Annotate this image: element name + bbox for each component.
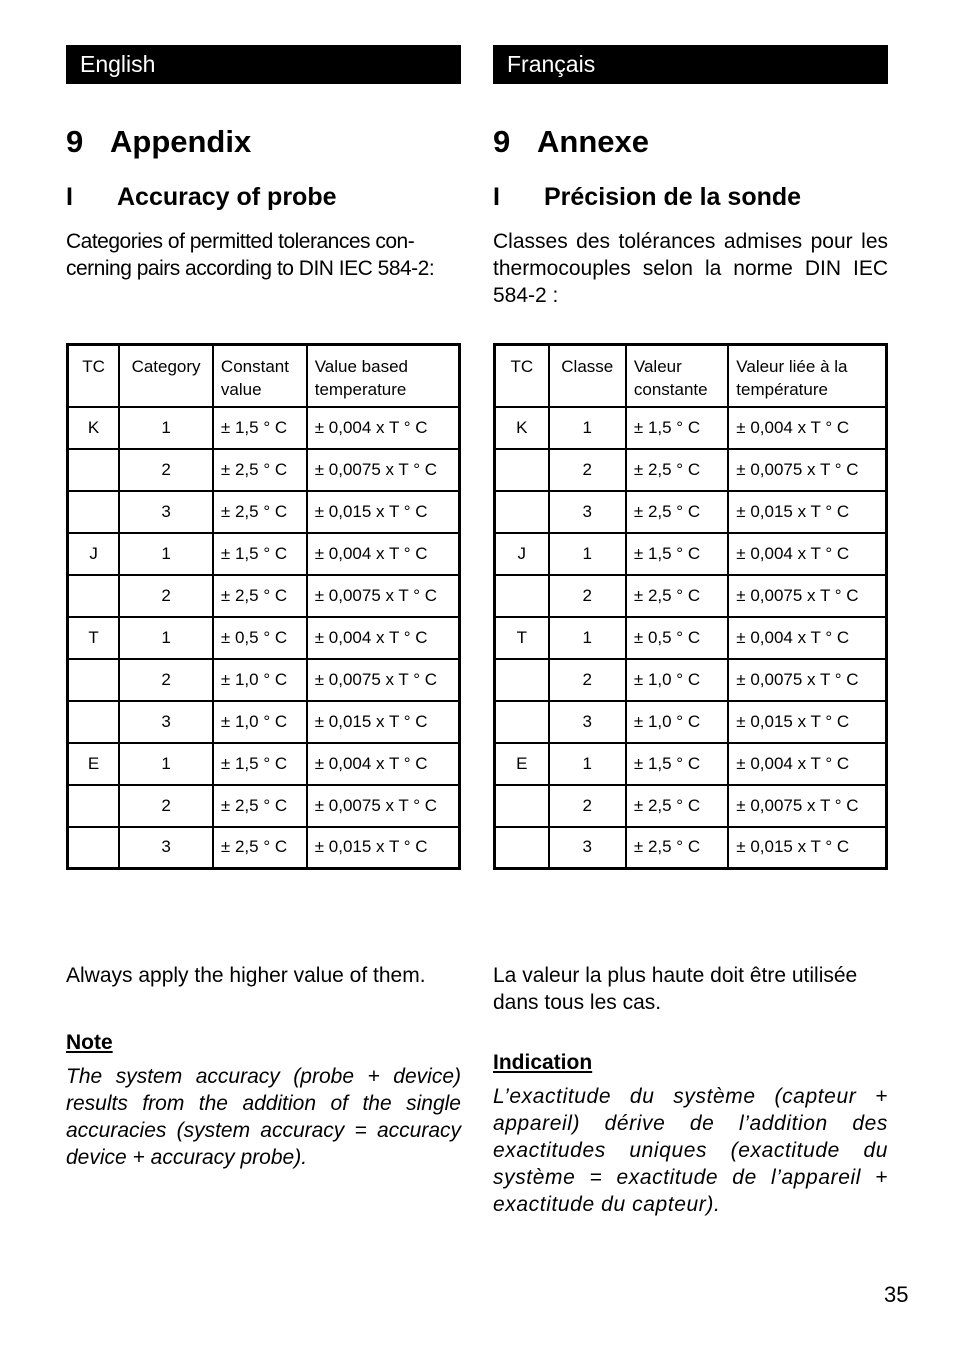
cell-value-based-temperature: ± 0,015 x T ° C (728, 827, 886, 869)
table-row (68, 743, 460, 785)
section-title: Accuracy of probe (117, 183, 337, 211)
cell-tc (68, 827, 120, 869)
cell-value-based-temperature: ± 0,004 x T ° C (728, 533, 886, 575)
chapter-number: 9 (66, 124, 84, 159)
table-row (68, 659, 460, 701)
cell-tc (495, 659, 549, 701)
cell-tc (495, 449, 549, 491)
cell-category: 2 (549, 659, 626, 701)
table-row (68, 491, 460, 533)
cell-category: 2 (119, 449, 213, 491)
cell-tc: J (68, 533, 120, 575)
cell-constant-value: ± 2,5 ° C (626, 785, 728, 827)
cell-value-based-temperature: ± 0,015 x T ° C (728, 491, 886, 533)
cell-value-based-temperature: ± 0,004 x T ° C (307, 533, 460, 575)
cell-tc (68, 491, 120, 533)
cell-tc: T (495, 617, 549, 659)
cell-constant-value: ± 1,5 ° C (626, 743, 728, 785)
cell-category: 2 (549, 449, 626, 491)
cell-category: 3 (119, 491, 213, 533)
cell-constant-value: ± 2,5 ° C (626, 575, 728, 617)
cell-constant-value: ± 1,5 ° C (213, 407, 307, 449)
cell-value-based-temperature: ± 0,004 x T ° C (307, 743, 460, 785)
cell-constant-value: ± 0,5 ° C (626, 617, 728, 659)
header-category: Category (119, 345, 213, 407)
cell-tc (68, 659, 120, 701)
cell-value-based-temperature: ± 0,015 x T ° C (307, 491, 460, 533)
section-number: I (66, 183, 73, 211)
page-number: 35 (884, 1282, 909, 1307)
cell-value-based-temperature: ± 0,0075 x T ° C (307, 785, 460, 827)
chapter-number: 9 (493, 124, 511, 159)
table-row (68, 827, 460, 869)
header-value-based-temperature: Value based temperature (307, 345, 460, 407)
table-row (68, 449, 460, 491)
cell-category: 2 (119, 785, 213, 827)
cell-category: 2 (549, 785, 626, 827)
cell-constant-value: ± 2,5 ° C (626, 449, 728, 491)
after-table-text: La valeur la plus haute doit être utilisée dans tous les cas. (493, 964, 858, 1014)
section-title: Précision de la sonde (544, 183, 802, 211)
cell-value-based-temperature: ± 0,015 x T ° C (307, 827, 460, 869)
cell-value-based-temperature: ± 0,0075 x T ° C (307, 659, 460, 701)
table-row (495, 407, 887, 449)
cell-constant-value: ± 2,5 ° C (213, 785, 307, 827)
cell-constant-value: ± 1,5 ° C (213, 533, 307, 575)
table-row (495, 449, 887, 491)
cell-constant-value: ± 2,5 ° C (213, 827, 307, 869)
cell-value-based-temperature: ± 0,004 x T ° C (728, 743, 886, 785)
cell-value-based-temperature: ± 0,0075 x T ° C (728, 575, 886, 617)
cell-category: 3 (119, 701, 213, 743)
table-row (68, 785, 460, 827)
cell-constant-value: ± 1,0 ° C (213, 701, 307, 743)
header-classe: Classe (549, 345, 626, 407)
language-bar-french: Français (493, 45, 888, 84)
section-heading (493, 181, 801, 213)
header-tc: TC (495, 345, 549, 407)
table-row (68, 407, 460, 449)
section-heading (66, 181, 337, 213)
table-row (495, 785, 887, 827)
tolerance-table (66, 343, 461, 870)
cell-tc: E (68, 743, 120, 785)
chapter-title: Appendix (110, 124, 252, 159)
cell-constant-value: ± 1,5 ° C (213, 743, 307, 785)
note-title: Note (66, 1031, 113, 1054)
intro-paragraph: Categories of permitted tolerances con-cerning pairs according to DIN IEC 584-2: (66, 230, 435, 280)
header-constant-value: Constant value (213, 345, 307, 407)
cell-constant-value: ± 2,5 ° C (213, 491, 307, 533)
cell-constant-value: ± 2,5 ° C (626, 491, 728, 533)
cell-tc (495, 701, 549, 743)
cell-category: 1 (549, 617, 626, 659)
language-bar-english: English (66, 45, 461, 84)
cell-category: 3 (549, 491, 626, 533)
cell-tc (68, 701, 120, 743)
cell-tc (495, 491, 549, 533)
table-row (68, 533, 460, 575)
cell-constant-value: ± 1,0 ° C (213, 659, 307, 701)
cell-category: 3 (119, 827, 213, 869)
header-valeur-liee-temperature: Valeur liée à la température (728, 345, 886, 407)
cell-tc (68, 449, 120, 491)
note-title: Indication (493, 1051, 593, 1074)
cell-category: 1 (119, 407, 213, 449)
table-header-row (68, 345, 460, 407)
cell-tc: K (68, 407, 120, 449)
cell-category: 1 (549, 407, 626, 449)
cell-constant-value: ± 0,5 ° C (213, 617, 307, 659)
header-tc: TC (68, 345, 120, 407)
table-row (495, 533, 887, 575)
cell-constant-value: ± 2,5 ° C (213, 449, 307, 491)
cell-tc: E (495, 743, 549, 785)
cell-category: 1 (549, 533, 626, 575)
chapter-title: Annexe (537, 124, 649, 159)
section-number: I (493, 183, 500, 211)
chapter-heading (66, 122, 251, 162)
table-row (495, 575, 887, 617)
cell-value-based-temperature: ± 0,004 x T ° C (728, 407, 886, 449)
table-header-row (495, 345, 887, 407)
cell-constant-value: ± 1,0 ° C (626, 659, 728, 701)
tolerance-table (493, 343, 888, 870)
cell-category: 2 (119, 575, 213, 617)
table-row (495, 617, 887, 659)
cell-category: 1 (119, 743, 213, 785)
note-body: L’exactitude du système (capteur + appareil) dérive de l’addition des exactitudes uniques (exactitude du système = exactitude de l’appareil + exactitude du capteur). (493, 1085, 888, 1216)
cell-category: 1 (119, 533, 213, 575)
cell-tc: K (495, 407, 549, 449)
table-row (68, 617, 460, 659)
chapter-heading (493, 122, 649, 162)
cell-category: 2 (549, 575, 626, 617)
table-row (495, 743, 887, 785)
cell-constant-value: ± 1,5 ° C (626, 533, 728, 575)
cell-value-based-temperature: ± 0,0075 x T ° C (307, 575, 460, 617)
cell-value-based-temperature: ± 0,0075 x T ° C (307, 449, 460, 491)
cell-tc (495, 785, 549, 827)
cell-constant-value: ± 2,5 ° C (626, 827, 728, 869)
cell-tc: J (495, 533, 549, 575)
cell-category: 1 (119, 617, 213, 659)
cell-category: 1 (549, 743, 626, 785)
table-row (495, 701, 887, 743)
intro-paragraph: Classes des tolérances admises pour les thermocouples selon la norme DIN IEC 584-2 : (493, 230, 888, 307)
cell-category: 3 (549, 827, 626, 869)
cell-value-based-temperature: ± 0,004 x T ° C (307, 407, 460, 449)
cell-category: 3 (549, 701, 626, 743)
cell-value-based-temperature: ± 0,0075 x T ° C (728, 449, 886, 491)
cell-constant-value: ± 2,5 ° C (213, 575, 307, 617)
cell-constant-value: ± 1,0 ° C (626, 701, 728, 743)
cell-tc (495, 575, 549, 617)
after-table-text: Always apply the higher value of them. (66, 964, 426, 987)
table-row (68, 575, 460, 617)
table-row (495, 491, 887, 533)
cell-value-based-temperature: ± 0,015 x T ° C (307, 701, 460, 743)
table-row (68, 701, 460, 743)
table-row (495, 827, 887, 869)
cell-tc: T (68, 617, 120, 659)
cell-tc (68, 785, 120, 827)
cell-category: 2 (119, 659, 213, 701)
cell-tc (68, 575, 120, 617)
cell-value-based-temperature: ± 0,004 x T ° C (307, 617, 460, 659)
cell-constant-value: ± 1,5 ° C (626, 407, 728, 449)
cell-value-based-temperature: ± 0,0075 x T ° C (728, 659, 886, 701)
note-body: The system accuracy (probe + device) results from the addition of the single accuracies (system accuracy = accuracy device + accuracy probe). (66, 1065, 461, 1169)
header-valeur-constante: Valeur constante (626, 345, 728, 407)
cell-value-based-temperature: ± 0,0075 x T ° C (728, 785, 886, 827)
cell-value-based-temperature: ± 0,015 x T ° C (728, 701, 886, 743)
cell-value-based-temperature: ± 0,004 x T ° C (728, 617, 886, 659)
table-row (495, 659, 887, 701)
cell-tc (495, 827, 549, 869)
